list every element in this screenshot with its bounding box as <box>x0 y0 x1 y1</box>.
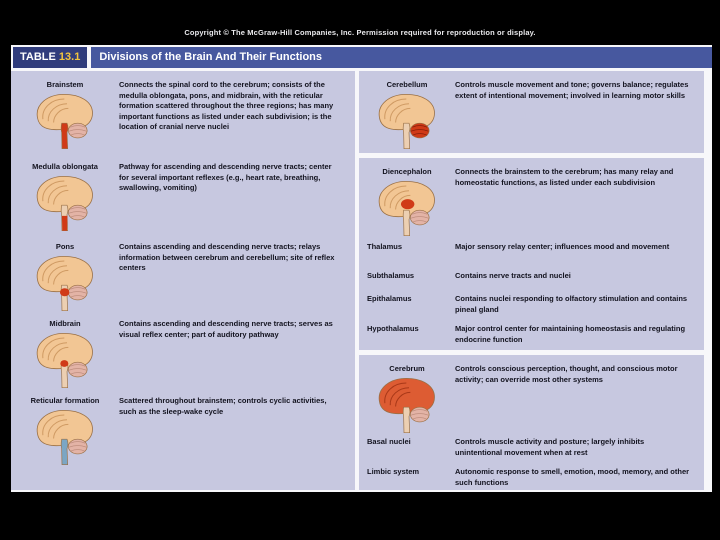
term-label: Cerebellum <box>386 80 428 89</box>
row-cerebellum <box>359 71 704 153</box>
row-cerebrum <box>359 355 704 432</box>
term-label: Thalamus <box>367 242 403 251</box>
row-basal-nuclei <box>359 432 704 462</box>
brain-sagittal-image <box>21 91 109 150</box>
row-diencephalon <box>359 158 704 237</box>
term-label: Reticular formation <box>30 396 100 405</box>
table-header <box>11 45 712 68</box>
brain-sagittal-image <box>363 375 451 434</box>
term-column <box>11 80 119 153</box>
table-label <box>13 47 87 68</box>
row-reticular-formation <box>11 387 355 490</box>
term-label: Midbrain <box>49 319 81 328</box>
row-medulla-oblongata <box>11 153 355 233</box>
brain-sagittal-image <box>363 91 451 150</box>
table-word: TABLE <box>20 51 56 63</box>
term-column <box>359 437 455 462</box>
function-description: Contains ascending and descending nerve tracts; relays information between cerebrum and cerebellum; site of reflex centers <box>119 242 335 272</box>
term-column <box>359 294 455 319</box>
left-panel <box>11 71 355 490</box>
row-subthalamus <box>359 266 704 289</box>
term-label: Cerebrum <box>389 364 425 373</box>
table-number: 13.1 <box>58 51 81 63</box>
function-description: Connects the brainstem to the cerebrum; has many relay and homeostatic functions, as listed under each subdivision <box>455 167 674 187</box>
brain-sagittal-image <box>21 330 109 389</box>
function-description: Contains ascending and descending nerve tracts; serves as visual reflex center; part of auditory pathway <box>119 319 333 339</box>
function-description: Controls muscle activity and posture; largely inhibits unintentional movement when at rest <box>455 437 645 457</box>
function-description: Contains nerve tracts and nuclei <box>455 271 571 280</box>
term-column <box>359 242 455 266</box>
function-description: Major sensory relay center; influences mood and movement <box>455 242 670 251</box>
block-cerebrum <box>359 355 704 490</box>
term-column <box>11 242 119 312</box>
brain-sagittal-image <box>21 173 109 232</box>
function-description: Contains nuclei responding to olfactory stimulation and contains pineal gland <box>455 294 688 314</box>
table-13-1 <box>11 45 712 492</box>
term-label: Basal nuclei <box>367 437 411 446</box>
term-column <box>11 162 119 233</box>
function-description: Scattered throughout brainstem; controls cyclic activities, such as the sleep-wake cycle <box>119 396 327 416</box>
term-column <box>359 271 455 289</box>
term-column <box>359 80 455 153</box>
row-hypothalamus <box>359 319 704 350</box>
copyright-text: Copyright © The McGraw-Hill Companies, Inc. Permission required for reproduction or display. <box>184 28 536 37</box>
row-midbrain <box>11 310 355 387</box>
term-label: Subthalamus <box>367 271 415 280</box>
term-column <box>11 396 119 490</box>
right-panel <box>359 71 704 490</box>
term-column <box>359 324 455 350</box>
term-label: Diencephalon <box>382 167 432 176</box>
block-diencephalon <box>359 158 704 350</box>
term-column <box>11 319 119 389</box>
table-title: Divisions of the Brain And Their Functions <box>91 47 712 68</box>
term-column <box>359 364 455 434</box>
function-description: Pathway for ascending and descending nerve tracts; center for several important reflexes (e.g., heart rate, breathing, swallowing, vomiting) <box>119 162 332 192</box>
term-label: Medulla oblongata <box>32 162 98 171</box>
term-label: Hypothalamus <box>367 324 419 333</box>
row-thalamus <box>359 237 704 266</box>
row-epithalamus <box>359 289 704 319</box>
function-description: Connects the spinal cord to the cerebrum; consists of the medulla oblongata, pons, and midbrain, with the reticular formation scattered throughout the three regions; has many important functions as listed under each subdivision; is the location of cranial nerve nuclei <box>119 80 334 131</box>
term-label: Epithalamus <box>367 294 412 303</box>
block-cerebellum <box>359 71 704 153</box>
row-pons <box>11 233 355 310</box>
brain-sagittal-image <box>363 178 451 237</box>
row-limbic-system <box>359 462 704 490</box>
function-description: Controls conscious perception, thought, and conscious motor activity; can override most other systems <box>455 364 678 384</box>
term-column <box>359 167 455 237</box>
row-brainstem <box>11 71 355 153</box>
function-description: Autonomic response to smell, emotion, mood, memory, and other such functions <box>455 467 690 487</box>
function-description: Major control center for maintaining homeostasis and regulating endocrine function <box>455 324 686 344</box>
term-column <box>359 467 455 490</box>
term-label: Brainstem <box>46 80 84 89</box>
term-label: Limbic system <box>367 467 420 476</box>
brain-sagittal-image <box>21 407 109 466</box>
function-description: Controls muscle movement and tone; governs balance; regulates extent of intentional movement; involved in learning motor skills <box>455 80 689 100</box>
brain-sagittal-image <box>21 253 109 312</box>
term-label: Pons <box>55 242 75 251</box>
table-body <box>11 71 712 490</box>
